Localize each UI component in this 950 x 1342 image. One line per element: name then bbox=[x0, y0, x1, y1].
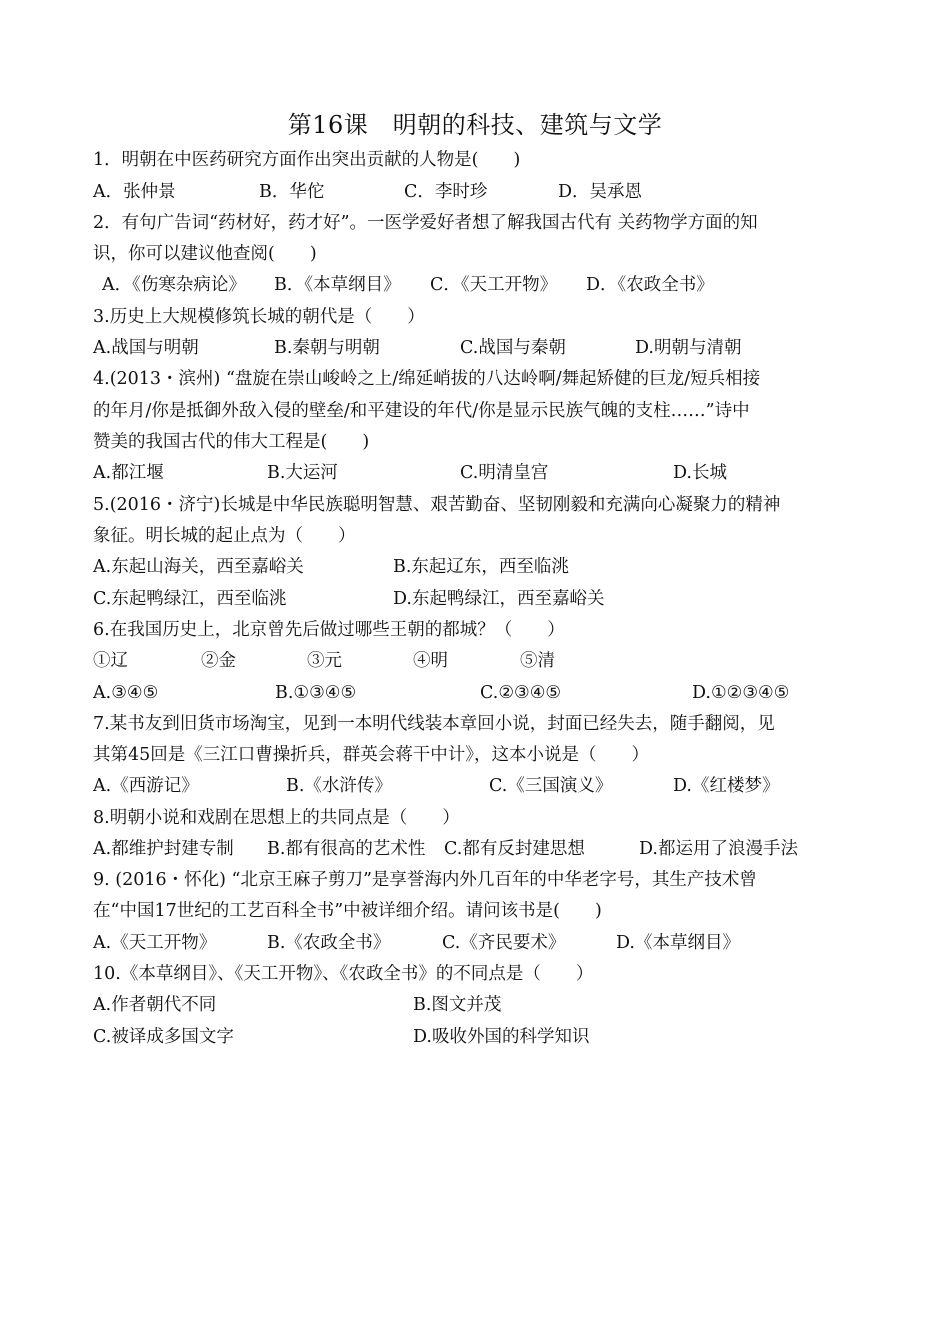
question-1-stem: 1．明朝在中医药研究方面作出突出贡献的人物是( ) bbox=[93, 150, 521, 170]
q9-option-c: C.《齐民要术》 bbox=[442, 933, 566, 953]
q9-option-b: B.《农政全书》 bbox=[267, 933, 391, 953]
question-3-stem: 3.历史上大规模修筑长城的朝代是（ ） bbox=[93, 307, 425, 327]
question-4-stem-line1: 4.(2013・滨州) “盘旋在崇山峻岭之上/绵延峭拔的八达岭啊/舞起矫健的巨龙/短兵相接 bbox=[93, 369, 761, 389]
q6-item-5: ⑤清 bbox=[520, 651, 555, 671]
q8-option-a: A.都维护封建专制 bbox=[93, 839, 234, 859]
question-4-stem-line2: 的年月/你是抵御外敌入侵的壁垒/和平建设的年代/你是显示民族气魄的支柱……”诗中 bbox=[93, 401, 750, 421]
q8-option-d: D.都运用了浪漫手法 bbox=[639, 839, 798, 859]
q9-option-d: D.《本草纲目》 bbox=[616, 933, 740, 953]
question-7-stem-line2: 其第45回是《三江口曹操折兵，群英会蒋干中计》，这本小说是（ ） bbox=[93, 745, 650, 765]
q8-option-b: B.都有很高的艺术性 bbox=[267, 839, 426, 859]
q1-option-d: D．吴承恩 bbox=[558, 182, 643, 202]
q7-option-d: D.《红楼梦》 bbox=[673, 776, 780, 796]
q10-option-c: C.被译成多国文字 bbox=[93, 1027, 234, 1047]
q1-option-a: A．张仲景 bbox=[93, 182, 176, 202]
q9-option-a: A.《天工开物》 bbox=[93, 933, 217, 953]
question-5-stem-line2: 象征。明长城的起止点为（ ） bbox=[93, 526, 356, 546]
q10-option-a: A.作者朝代不同 bbox=[93, 995, 217, 1015]
q4-option-b: B.大运河 bbox=[267, 463, 338, 483]
question-10-stem: 10.《本草纲目》、《天工开物》、《农政全书》的不同点是（ ） bbox=[93, 964, 594, 984]
question-8-stem: 8.明朝小说和戏剧在思想上的共同点是（ ） bbox=[93, 808, 460, 828]
question-7-stem-line1: 7.某书友到旧货市场淘宝，见到一本明代线装本章回小说，封面已经失去，随手翻阅，见 bbox=[93, 714, 775, 734]
q7-option-c: C.《三国演义》 bbox=[489, 776, 613, 796]
question-9-stem-line2: 在“中国17世纪的工艺百科全书”中被详细介绍。请问该书是( ) bbox=[93, 901, 602, 921]
q1-option-c: C．李时珍 bbox=[404, 182, 488, 202]
page-title: 第16课 明朝的科技、建筑与文学 bbox=[287, 111, 663, 139]
question-2-stem-line2: 识，你可以建议他查阅( ) bbox=[93, 244, 317, 264]
q6-option-c: C.②③④⑤ bbox=[480, 683, 562, 703]
q2-option-a: A．《伤寒杂病论》 bbox=[102, 275, 246, 295]
question-2-stem-line1: 2．有句广告词“药材好，药才好”。一医学爱好者想了解我国古代有 关药物学方面的知 bbox=[93, 213, 758, 233]
q6-option-a: A.③④⑤ bbox=[93, 683, 159, 703]
q6-option-b: B.①③④⑤ bbox=[275, 683, 357, 703]
q2-option-c: C．《天工开物》 bbox=[430, 275, 558, 295]
q4-option-d: D.长城 bbox=[673, 463, 727, 483]
q8-option-c: C.都有反封建思想 bbox=[444, 839, 585, 859]
q6-item-4: ④明 bbox=[413, 651, 448, 671]
q1-option-b: B．华佗 bbox=[259, 182, 325, 202]
q10-option-d: D.吸收外国的科学知识 bbox=[413, 1027, 590, 1047]
q6-option-d: D.①②③④⑤ bbox=[692, 683, 790, 703]
q5-option-d: D.东起鸭绿江，西至嘉峪关 bbox=[393, 589, 605, 609]
q2-option-b: B．《本草纲目》 bbox=[274, 275, 401, 295]
question-4-stem-line3: 赞美的我国古代的伟大工程是( ) bbox=[93, 432, 370, 452]
q3-option-c: C.战国与秦朝 bbox=[460, 338, 566, 358]
q6-item-1: ①辽 bbox=[93, 651, 128, 671]
q3-option-a: A.战国与明朝 bbox=[93, 338, 199, 358]
question-6-stem: 6.在我国历史上，北京曾先后做过哪些王朝的都城？（ ） bbox=[93, 620, 565, 640]
question-5-stem-line1: 5.(2016・济宁)长城是中华民族聪明智慧、艰苦勤奋、坚韧刚毅和充满向心凝聚力的精神 bbox=[93, 495, 781, 515]
q2-option-d: D．《农政全书》 bbox=[586, 275, 714, 295]
question-9-stem-line1: 9. (2016・怀化) “北京王麻子剪刀”是享誉海内外几百年的中华老字号，其生产技术曾 bbox=[93, 870, 757, 890]
q5-option-a: A.东起山海关，西至嘉峪关 bbox=[93, 557, 304, 577]
q3-option-d: D.明朝与清朝 bbox=[635, 338, 742, 358]
q4-option-a: A.都江堰 bbox=[93, 463, 164, 483]
q5-option-b: B.东起辽东，西至临洮 bbox=[393, 557, 569, 577]
q3-option-b: B.秦朝与明朝 bbox=[274, 338, 380, 358]
q4-option-c: C.明清皇宫 bbox=[460, 463, 549, 483]
q10-option-b: B.图文并茂 bbox=[413, 995, 502, 1015]
q6-item-2: ②金 bbox=[201, 651, 236, 671]
q5-option-c: C.东起鸭绿江，西至临洮 bbox=[93, 589, 287, 609]
q7-option-a: A.《西游记》 bbox=[93, 776, 199, 796]
q6-item-3: ③元 bbox=[307, 651, 342, 671]
q7-option-b: B.《水浒传》 bbox=[286, 776, 392, 796]
